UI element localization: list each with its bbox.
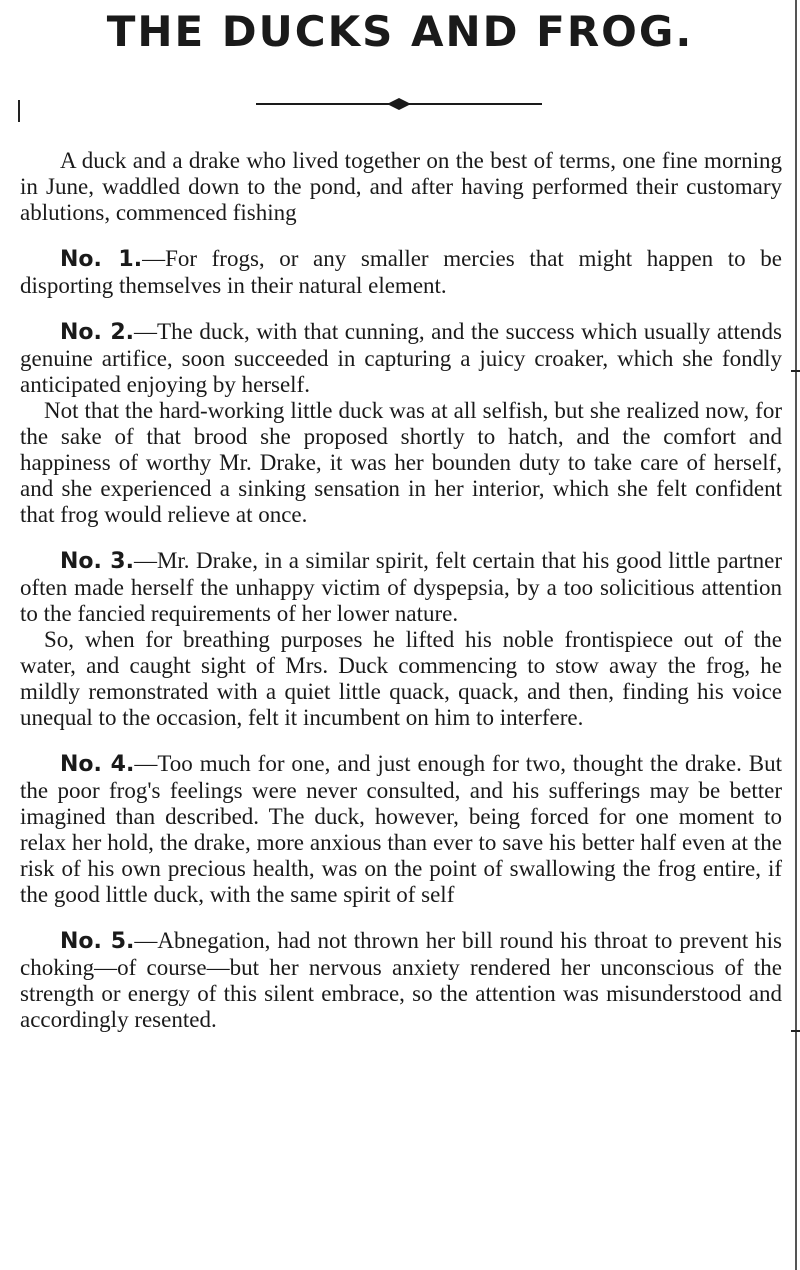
section-4-label: No. 4.	[60, 752, 135, 777]
section-2-text: —The duck, with that cunning, and the success which usually attends genuine artifice, soon succeeded in capturing a juicy croaker, which she fondly anticipated enjoying by herself.	[20, 319, 782, 397]
section-3-continuation: So, when for breathing purposes he lifted his noble frontispiece out of the water, and caught sight of Mrs. Duck commencing to stow away the frog, he mildly remonstrated with a quiet little quack, quack, and then, finding his voice unequal to the occasion, felt it incumbent on him to interfere.	[20, 627, 782, 730]
title-ornament-rule	[256, 96, 542, 112]
column-rule	[795, 0, 797, 1270]
section-4-paragraph	[20, 751, 782, 908]
section-5-paragraph	[20, 928, 782, 1033]
column-rule-tick	[791, 1030, 800, 1032]
column-rule-tick	[791, 370, 800, 372]
section-1-paragraph	[20, 246, 782, 299]
section-2-label: No. 2.	[60, 320, 135, 345]
section-5-text: —Abnegation, had not thrown her bill round his throat to prevent his choking—of course—but her nervous anxiety rendered her unconscious of the strength or energy of this silent embrace, so the attention was misunderstood and accordingly resented.	[20, 928, 782, 1032]
section-2-continuation: Not that the hard-working little duck was at all selfish, but she realized now, for the sake of that brood she proposed shortly to hatch, and the comfort and happiness of worthy Mr. Drake, it was her bounden duty to take care of herself, and she experienced a sinking sensation in her interior, which she felt confident that frog would relieve at once.	[20, 398, 782, 527]
section-3-paragraph	[20, 548, 782, 627]
section-4-text: —Too much for one, and just enough for two, thought the drake. But the poor frog's feelings were never consulted, and his sufferings may be better imagined than described. The duck, however, being forced for one moment to relax her hold, the drake, more anxious than ever to save his better half even at the risk of his own precious health, was on the point of swallowing the frog entire, if the good little duck, with the same spirit of self	[20, 751, 782, 907]
section-5-label: No. 5.	[60, 929, 135, 954]
story-body	[20, 148, 782, 1033]
section-1-text: —For frogs, or any smaller mercies that might happen to be disporting themselves in their natural element.	[20, 246, 782, 298]
left-margin-mark	[18, 100, 20, 122]
section-1-label: No. 1.	[60, 247, 143, 272]
section-3-label: No. 3.	[60, 549, 134, 574]
section-3-text: —Mr. Drake, in a similar spirit, felt certain that his good little partner often made herself the unhappy victim of dyspepsia, by a too solicitious attention to the fancied requirements of her lower nature.	[20, 548, 782, 626]
page-title: THE DUCKS AND FROG.	[106, 7, 694, 56]
intro-paragraph: A duck and a drake who lived together on the best of terms, one fine morning in June, waddled down to the pond, and after having performed their customary ablutions, commenced fishing	[20, 148, 782, 225]
section-2-paragraph	[20, 319, 782, 398]
